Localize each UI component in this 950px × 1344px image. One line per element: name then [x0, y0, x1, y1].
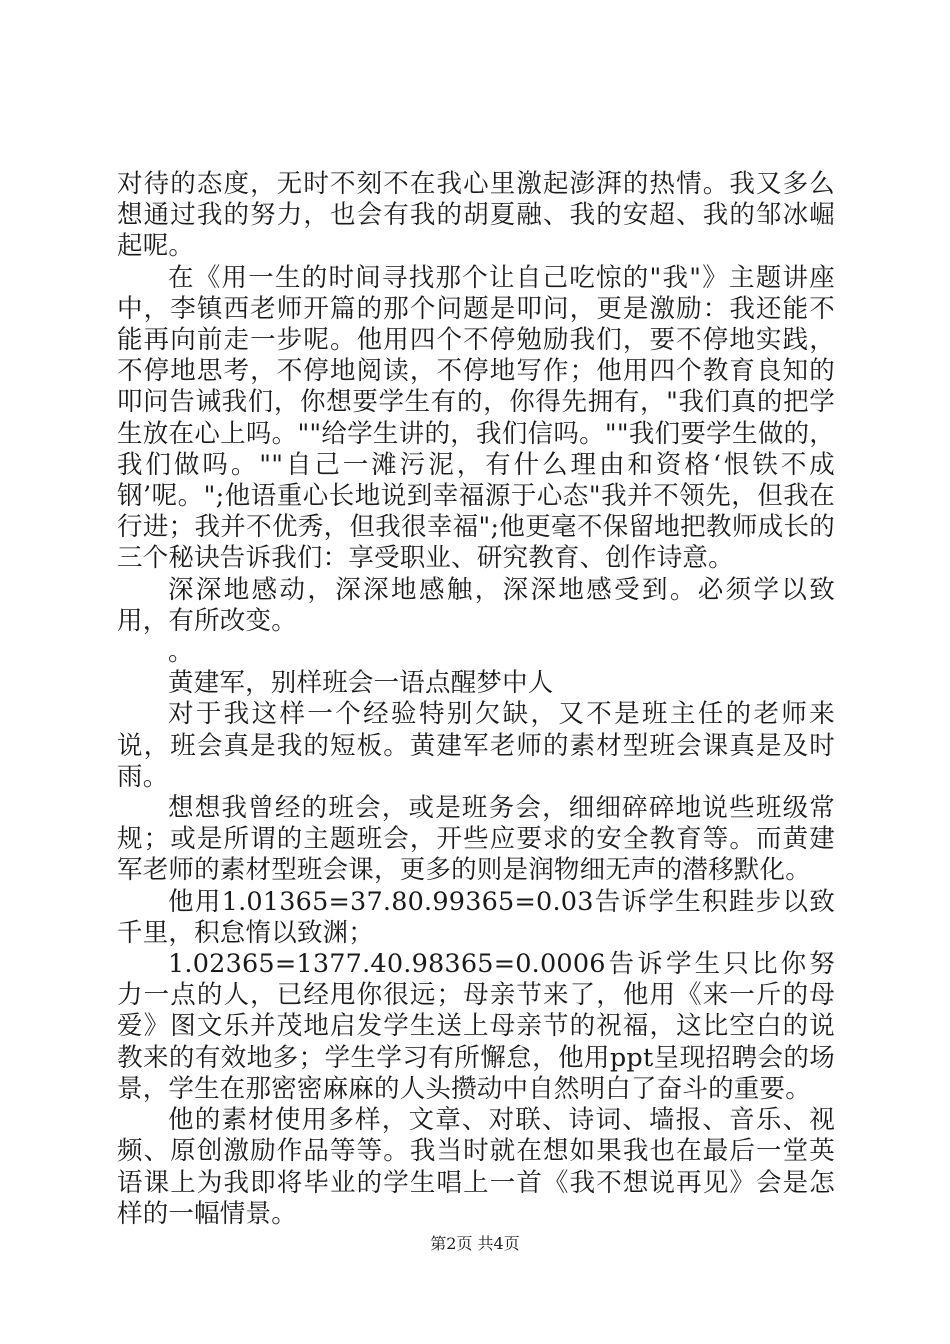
paragraph-8: 他用1.01365=37.80.99365=0.03告诉学生积跬步以致千里，积怠惰以致渊； [117, 886, 835, 948]
paragraph-6: 对于我这样一个经验特别欠缺，又不是班主任的老师来说，班会真是我的短板。黄建军老师的素材型班会课真是及时雨。 [117, 699, 835, 792]
page-number-footer: 第2页 共4页 [430, 1234, 520, 1253]
paragraph-9: 1.02365=1377.40.98365=0.0006告诉学生只比你努力一点的人，已经甩你很远；母亲节来了，他用《来一斤的母爱》图文乐并茂地启发学生送上母亲节的祝福，这比空白的说教来的有效地多；学生学习有所懈怠，他用ppt呈现招聘会的场景，学生在那密密麻麻的人头攒动中自然明白了奋斗的重要。 [117, 949, 835, 1104]
paragraph-4: 。 [168, 637, 194, 668]
paragraph-2: 在《用一生的时间寻找那个让自己吃惊的"我"》主题讲座中，李镇西老师开篇的那个问题是叩问，更是激励：我还能不能再向前走一步呢。他用四个不停勉励我们，要不停地实践，不停地思考，不停地阅读，不停地写作；他用四个教育良知的叩问告诫我们，你想要学生有的，你得先拥有，"我们真的把学生放在心上吗。""给学生讲的，我们信吗。""我们要学生做的，我们做吗。""自己一滩污泥，有什么理由和资格‘恨铁不成钢’呢。";他语重心长地说到幸福源于心态"我并不领先，但我在行进；我并不优秀，但我很幸福";他更毫不保留地把教师成长的三个秘诀告诉我们：享受职业、研究教育、创作诗意。 [117, 262, 835, 574]
paragraph-1: 对待的态度，无时不刻不在我心里激起澎湃的热情。我又多么想通过我的努力，也会有我的胡夏融、我的安超、我的邹冰崛起呢。 [117, 169, 835, 262]
paragraph-3: 深深地感动，深深地感触，深深地感受到。必须学以致用，有所改变。 [117, 574, 835, 636]
paragraph-7: 想想我曾经的班会，或是班务会，细细碎碎地说些班级常规；或是所谓的主题班会，开些应要求的安全教育等。而黄建军老师的素材型班会课，更多的则是润物细无声的潜移默化。 [117, 793, 835, 886]
paragraph-10: 他的素材使用多样，文章、对联、诗词、墙报、音乐、视频、原创激励作品等等。我当时就在想如果我也在最后一堂英语课上为我即将毕业的学生唱上一首《我不想说再见》会是怎样的一幅情景。 [117, 1105, 835, 1229]
section-heading: 黄建军，别样班会一语点醒梦中人 [168, 668, 554, 699]
document-body [117, 169, 835, 1230]
